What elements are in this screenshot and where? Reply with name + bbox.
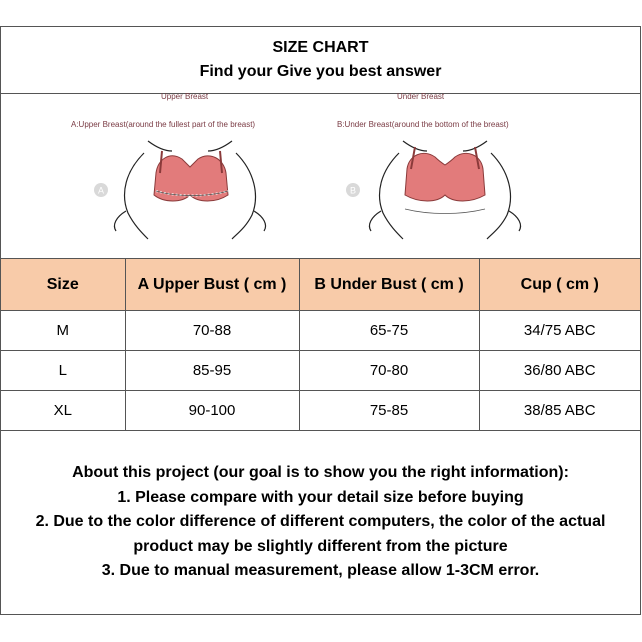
cell-upper-bust: 70-88	[125, 311, 299, 351]
cell-size: L	[1, 351, 125, 391]
svg-text:B: B	[349, 185, 357, 196]
table-row	[1, 391, 640, 431]
note-2: 2. Due to the color difference of different computers, the color of the actual	[35, 513, 606, 530]
table-header-row	[1, 259, 640, 311]
svg-text:A: A	[97, 185, 105, 196]
chart-header	[1, 27, 640, 94]
header-upper-bust: A Upper Bust ( cm )	[125, 259, 299, 311]
note-1: 1. Please compare with your detail size before buying	[117, 488, 524, 506]
size-chart-frame	[0, 26, 641, 615]
cell-under-bust: 75-85	[299, 391, 479, 431]
cell-under-bust: 65-75	[299, 311, 479, 351]
size-table	[1, 258, 640, 431]
upper-breast-illustration	[86, 133, 286, 241]
cell-upper-bust: 85-95	[125, 351, 299, 391]
illustration-b-caption: B:Under Breast(around the bottom of the breast)	[337, 120, 509, 129]
measurement-illustrations	[1, 93, 640, 258]
cell-size: M	[1, 311, 125, 351]
chart-title: SIZE CHART	[272, 39, 369, 56]
table-row	[1, 311, 640, 351]
table-row	[1, 351, 640, 391]
cell-upper-bust: 90-100	[125, 391, 299, 431]
cell-cup: 38/85 ABC	[479, 391, 640, 431]
cell-cup: 36/80 ABC	[479, 351, 640, 391]
under-breast-illustration	[341, 133, 541, 241]
cell-cup: 34/75 ABC	[479, 311, 640, 351]
header-cup: Cup ( cm )	[479, 259, 640, 311]
header-size: Size	[1, 259, 125, 311]
under-breast-label: Under Breast	[397, 92, 445, 101]
cell-under-bust: 70-80	[299, 351, 479, 391]
illustration-a-caption: A:Upper Breast(around the fullest part of the breast)	[71, 120, 256, 129]
notes-section	[1, 461, 640, 584]
header-under-bust: B Under Bust ( cm )	[299, 259, 479, 311]
cell-size: XL	[1, 391, 125, 431]
note-2-continued: product may be slightly different from the picture	[133, 537, 508, 555]
notes-intro: About this project (our goal is to show you the right information):	[72, 464, 569, 481]
chart-subtitle: Find your Give you best answer	[199, 63, 442, 80]
upper-breast-label: Upper Breast	[161, 92, 209, 101]
note-3: 3. Due to manual measurement, please allow 1-3CM error.	[101, 562, 540, 579]
